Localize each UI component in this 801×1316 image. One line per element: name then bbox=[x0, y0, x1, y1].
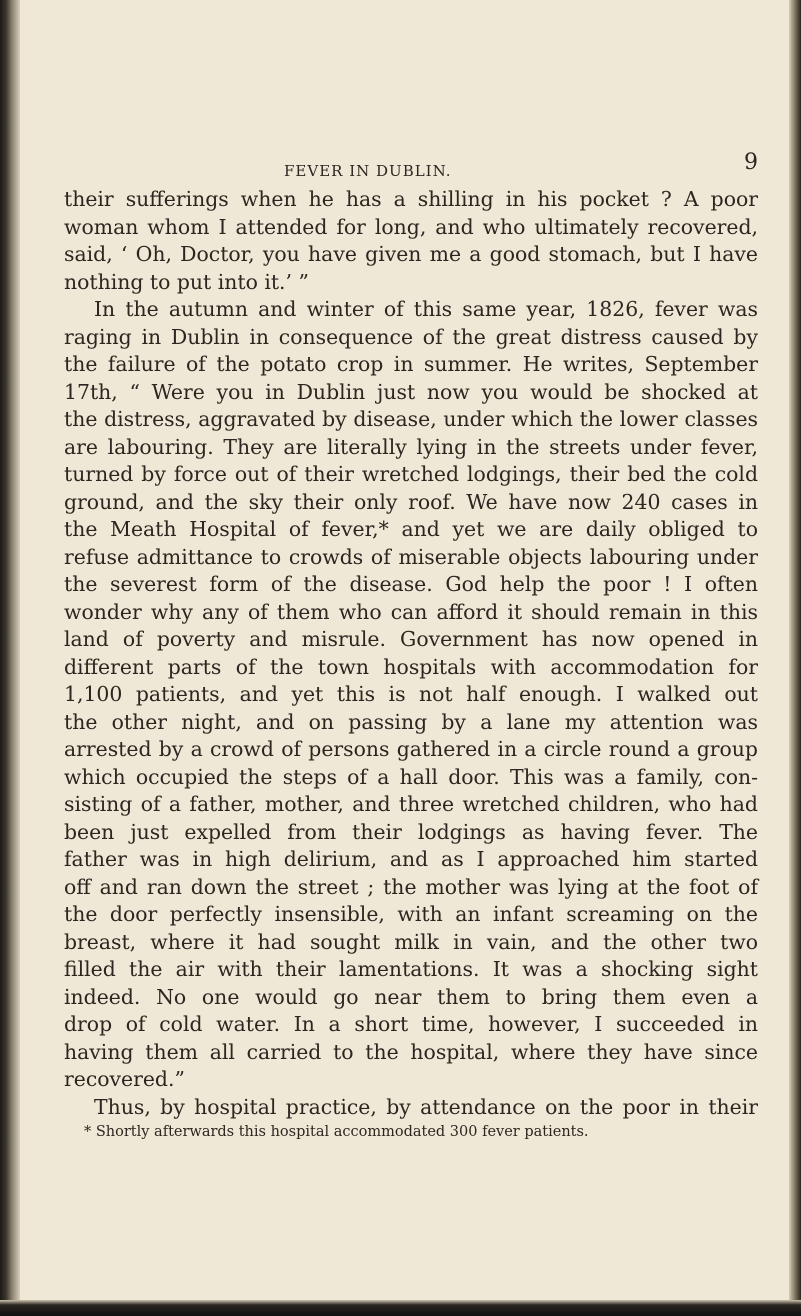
text-line: different parts of the town hospitals with accommodation for bbox=[64, 654, 758, 679]
text-line: the door perfectly insensible, with an infant screaming on the bbox=[64, 902, 758, 926]
text-line: which occupied the steps of a hall door. This was a family, con- bbox=[64, 764, 758, 789]
page-left-edge bbox=[0, 0, 20, 1316]
page-header bbox=[64, 150, 758, 186]
text-line: sisting of a father, mother, and three wretched children, who had bbox=[64, 792, 758, 816]
text-line: land of poverty and misrule. Government has now opened in bbox=[64, 627, 758, 651]
running-head: FEVER IN DUBLIN. bbox=[284, 162, 452, 180]
page-right-edge bbox=[789, 0, 801, 1316]
paragraph-start-line: In the autumn and winter of this same year, 1826, fever was bbox=[94, 297, 758, 321]
text-line: arrested by a crowd of persons gathered in a circle round a group bbox=[64, 737, 758, 761]
text-line: the severest form of the disease. God help the poor ! I often bbox=[64, 572, 758, 596]
text-line: filled the air with their lamentations. It was a shocking sight bbox=[64, 957, 758, 981]
text-line: breast, where it had sought milk in vain, and the other two bbox=[64, 929, 758, 954]
text-line: off and ran down the street ; the mother was lying at the foot of bbox=[64, 874, 758, 899]
text-line: recovered.” bbox=[64, 1067, 185, 1091]
text-line: raging in Dublin in consequence of the great distress caused by bbox=[64, 324, 758, 349]
text-line: turned by force out of their wretched lodgings, their bed the cold bbox=[64, 462, 758, 486]
text-line: been just expelled from their lodgings as having fever. The bbox=[64, 819, 758, 844]
text-line: having them all carried to the hospital, where they have since bbox=[64, 1039, 758, 1064]
footnote: * Shortly afterwards this hospital accommodated 300 fever patients. bbox=[84, 1124, 589, 1140]
text-line: nothing to put into it.’ ” bbox=[64, 269, 309, 294]
text-line: father was in high delirium, and as I approached him started bbox=[64, 847, 758, 871]
text-line: 17th, “ Were you in Dublin just now you would be shocked at bbox=[64, 379, 758, 404]
text-line: indeed. No one would go near them to bring them even a bbox=[64, 984, 758, 1009]
text-line: 1,100 patients, and yet this is not half enough. I walked out bbox=[64, 682, 758, 706]
text-line: woman whom I attended for long, and who ultimately recovered, bbox=[64, 214, 758, 239]
page-number: 9 bbox=[744, 150, 758, 175]
text-line: wonder why any of them who can afford it should remain in this bbox=[64, 599, 758, 624]
body-text bbox=[64, 186, 758, 1121]
text-line: ground, and the sky their only roof. We have now 240 cases in bbox=[64, 489, 758, 514]
text-line: refuse admittance to crowds of miserable objects labouring under bbox=[64, 544, 758, 569]
text-line: the other night, and on passing by a lane my attention was bbox=[64, 709, 758, 734]
text-line: their sufferings when he has a shilling in his pocket ? A poor bbox=[64, 187, 758, 211]
text-line: said, ‘ Oh, Doctor, you have given me a good stomach, but I have bbox=[64, 242, 758, 266]
page-bottom-edge bbox=[0, 1300, 801, 1316]
paragraph-start-line: Thus, by hospital practice, by attendance on the poor in their bbox=[94, 1094, 758, 1119]
book-page bbox=[64, 150, 758, 1141]
text-line: the distress, aggravated by disease, under which the lower classes bbox=[64, 407, 758, 431]
text-line: the failure of the potato crop in summer. He writes, September bbox=[64, 352, 758, 376]
text-line: are labouring. They are literally lying in the streets under fever, bbox=[64, 434, 758, 459]
text-line: drop of cold water. In a short time, however, I succeeded in bbox=[64, 1012, 758, 1036]
text-line: the Meath Hospital of fever,* and yet we are daily obliged to bbox=[64, 517, 758, 541]
